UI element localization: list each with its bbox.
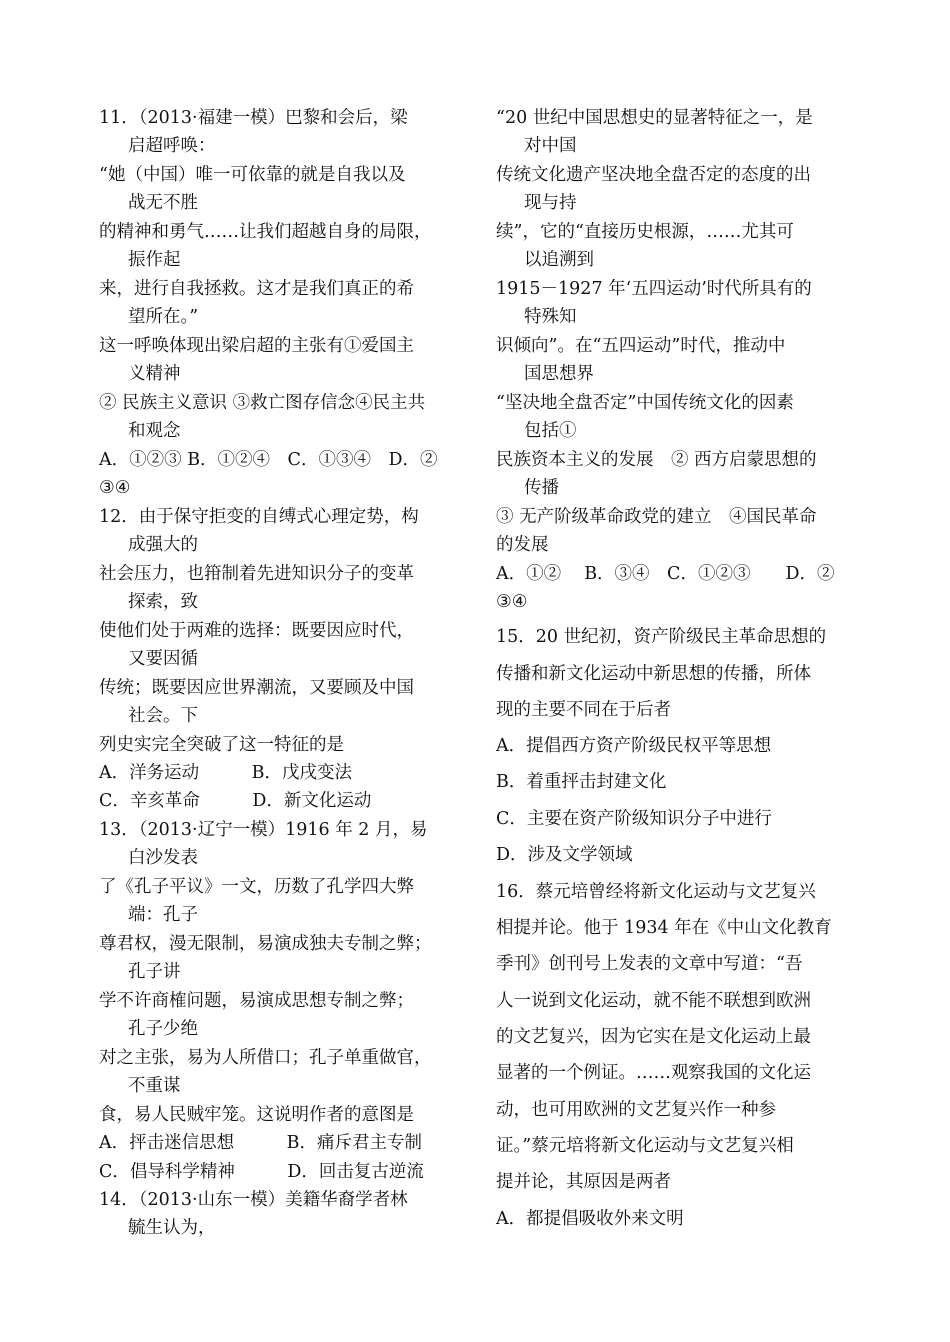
q13-options: A．抨击迷信思想 B．痛斥君主专制 — [99, 1133, 422, 1153]
q11-line: 振作起 — [128, 250, 181, 270]
q12-line: 社会。下 — [128, 706, 198, 726]
q11-line: 的精神和勇气……让我们超越自身的局限， — [99, 222, 432, 242]
q14-line: 对中国 — [524, 136, 577, 156]
q13-line: 孔子少绝 — [128, 1019, 198, 1039]
q13-line: 对之主张，易为人所借口；孔子单重做官， — [99, 1048, 432, 1068]
q15-line: 15．20 世纪初，资产阶级民主革命思想的 — [496, 627, 827, 647]
q14-line: 传统文化遗产坚决地全盘否定的态度的出 — [496, 165, 811, 185]
q12-line: 成强大的 — [128, 535, 198, 555]
q11-line: 战无不胜 — [128, 193, 198, 213]
q14-line: 国思想界 — [524, 364, 594, 384]
q11-line: 这一呼唤体现出梁启超的主张有①爱国主 — [99, 336, 414, 356]
q11-line: 望所在。” — [128, 307, 199, 327]
q11-line: 来，进行自我拯救。这才是我们真正的希 — [99, 279, 414, 299]
q16-line: 的文艺复兴，因为它实在是文化运动上最 — [496, 1027, 811, 1047]
q14-line: ③ 无产阶级革命政党的建立 ④国民革命 — [496, 507, 817, 527]
q13-line: 了《孔子平议》一文，历数了孔学四大弊 — [99, 877, 414, 897]
q14-line: 包括① — [524, 421, 577, 441]
q13-line: 学不许商榷问题，易演成思想专制之弊； — [99, 991, 414, 1011]
q15-option-b: B．着重抨击封建文化 — [496, 772, 667, 792]
q14-line: 传播 — [524, 478, 559, 498]
q13-line: 食，易人民贼牢笼。这说明作者的意图是 — [99, 1105, 414, 1125]
q12-line: 又要因循 — [128, 649, 198, 669]
q14-line: “坚决地全盘否定”中国传统文化的因素 — [496, 393, 794, 413]
q12-line: 使他们处于两难的选择：既要因应时代， — [99, 621, 414, 641]
q16-line: 提并论，其原因是两者 — [496, 1172, 671, 1192]
q14-line: 以追溯到 — [524, 250, 594, 270]
q13-line: 白沙发表 — [128, 848, 198, 868]
q15-option-d: D．涉及文学领域 — [496, 845, 633, 865]
q16-line: 季刊》创刊号上发表的文章中写道：“吾 — [496, 954, 803, 974]
q16-line: 显著的一个例证。……观察我国的文化运 — [496, 1063, 811, 1083]
q11-line: 启超呼唤： — [128, 136, 216, 156]
q11-line: ② 民族主义意识 ③救亡图存信念④民主共 — [99, 393, 426, 413]
q14-line: 续”，它的“直接历史根源，……尤其可 — [496, 222, 794, 242]
q16-line: 动，也可用欧洲的文艺复兴作一种参 — [496, 1100, 776, 1120]
q15-option-a: A．提倡西方资产阶级民权平等思想 — [496, 736, 772, 756]
q13-line: 端：孔子 — [128, 905, 198, 925]
q14-line: 民族资本主义的发展 ② 西方启蒙思想的 — [496, 450, 817, 470]
q12-options: A．洋务运动 B．戊戌变法 — [99, 763, 352, 783]
q12-options: C．辛亥革命 D．新文化运动 — [99, 791, 372, 811]
q15-line: 传播和新文化运动中新思想的传播，所体 — [496, 664, 811, 684]
q12-line: 传统；既要因应世界潮流，又要顾及中国 — [99, 678, 414, 698]
q14-line: “20 世纪中国思想史的显著特征之一，是 — [496, 108, 813, 128]
q13-line: 不重谋 — [128, 1076, 181, 1096]
q14-line: 1915－1927 年‘五四运动’时代所具有的 — [496, 279, 812, 299]
q14-line: 现与持 — [524, 193, 577, 213]
q11-options: A．①②③ B．①②④ C．①③④ D．② — [99, 450, 438, 470]
q14-options: ③④ — [496, 592, 528, 612]
q14-line: 的发展 — [496, 535, 549, 555]
q15-line: 现的主要不同在于后者 — [496, 700, 671, 720]
q13-line: 13．（2013·辽宁一模）1916 年 2 月，易 — [99, 820, 428, 840]
q16-option-a: A．都提倡吸收外来文明 — [496, 1209, 684, 1229]
q14-line: 特殊知 — [524, 307, 577, 327]
q16-line: 证。”蔡元培将新文化运动与文艺复兴相 — [496, 1136, 794, 1156]
q11-line: 和观念 — [128, 421, 181, 441]
q11-line: “她（中国）唯一可依靠的就是自我以及 — [99, 165, 406, 185]
q16-line: 人一说到文化运动，就不能不联想到欧洲 — [496, 991, 811, 1011]
q14-line: 毓生认为， — [128, 1218, 216, 1238]
q12-line: 社会压力，也箝制着先进知识分子的变革 — [99, 564, 414, 584]
q14-line: 14．（2013·山东一模）美籍华裔学者林 — [99, 1190, 408, 1210]
q13-line: 尊君权，漫无限制，易演成独夫专制之弊； — [99, 934, 432, 954]
q11-line: 11．（2013·福建一模）巴黎和会后，梁 — [99, 108, 408, 128]
q12-line: 列史实完全突破了这一特征的是 — [99, 735, 344, 755]
q11-options: ③④ — [99, 478, 131, 498]
q15-option-c: C．主要在资产阶级知识分子中进行 — [496, 809, 772, 829]
q14-options: A．①② B．③④ C．①②③ D．② — [496, 564, 835, 584]
q16-line: 相提并论。他于 1934 年在《中山文化教育 — [496, 918, 832, 938]
q13-options: C．倡导科学精神 D．回击复古逆流 — [99, 1162, 424, 1182]
q14-line: 识倾向”。在“五四运动”时代，推动中 — [496, 336, 786, 356]
q11-line: 义精神 — [128, 364, 181, 384]
q16-line: 16．蔡元培曾经将新文化运动与文艺复兴 — [496, 882, 816, 902]
q12-line: 12．由于保守拒变的自缚式心理定势，构 — [99, 507, 419, 527]
q13-line: 孔子讲 — [128, 962, 181, 982]
q12-line: 探索，致 — [128, 592, 198, 612]
